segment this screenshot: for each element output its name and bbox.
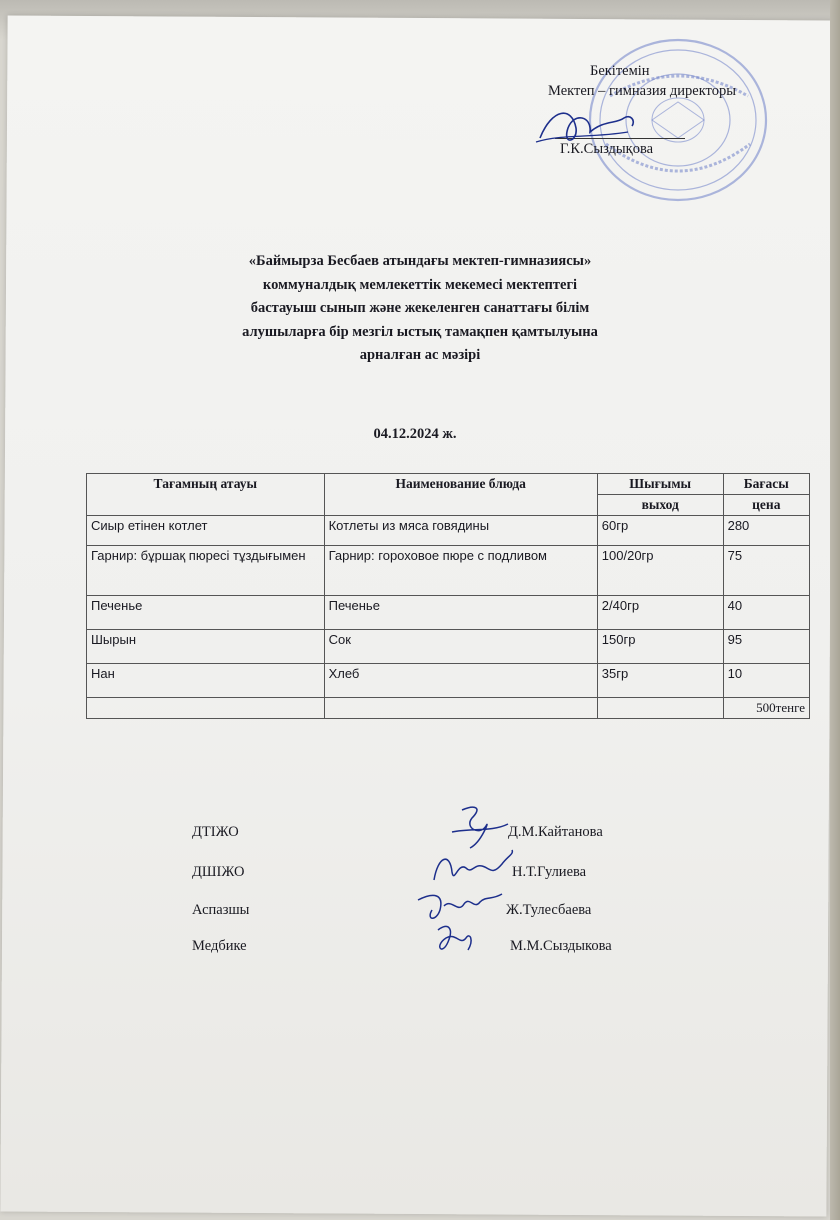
table-row [87, 516, 810, 546]
dish-yield: 60гр [597, 516, 723, 546]
header-price-ru: цена [723, 495, 809, 516]
signature-name: Н.Т.Гулиева [512, 864, 587, 880]
handwritten-signature [424, 916, 514, 966]
dish-yield: 35гр [597, 664, 723, 698]
signature-role: ДШІЖО [192, 864, 245, 880]
director-signature [532, 98, 642, 158]
title-line: бастауыш сынып және жекеленген санаттағы білім [250, 300, 590, 317]
table-row [87, 664, 810, 698]
signature-role: Медбике [192, 938, 247, 954]
approval-director-name: Г.К.Сыздықова [560, 141, 654, 157]
dish-yield: 2/40гр [597, 596, 723, 630]
header-price-kz: Бағасы [723, 474, 809, 495]
dish-price: 95 [723, 630, 809, 664]
dish-price: 75 [723, 546, 809, 596]
table-row [87, 630, 810, 664]
dish-name-ru: Сок [324, 630, 597, 664]
signature-row [192, 938, 652, 962]
title-line: алушыларға бір мезгіл ыстық тамақпен қамтылуына [242, 323, 598, 340]
document-title [160, 250, 680, 368]
signature-row [192, 824, 652, 848]
table-row [87, 546, 810, 596]
dish-name-ru: Котлеты из мяса говядины [324, 516, 597, 546]
dish-name-ru: Гарнир: гороховое пюре с подливом [324, 546, 597, 596]
dish-name-kz: Сиыр етінен котлет [87, 516, 325, 546]
dish-name-ru: Хлеб [324, 664, 597, 698]
menu-date: 04.12.2024 ж. [373, 426, 457, 442]
header-yield-ru: выход [597, 495, 723, 516]
signature-name: М.М.Сыздыкова [510, 938, 612, 954]
total-price: 500тенге [723, 698, 809, 719]
signature-role: ДТІЖО [192, 824, 239, 840]
table-header-row [87, 474, 810, 495]
signature-row [192, 902, 652, 926]
header-name-ru: Наименование блюда [324, 474, 597, 516]
dish-price: 10 [723, 664, 809, 698]
empty-cell [87, 698, 325, 719]
dish-name-kz: Шырын [87, 630, 325, 664]
dish-yield: 100/20гр [597, 546, 723, 596]
dish-name-kz: Гарнир: бұршақ пюресі тұздығымен [87, 546, 325, 596]
title-line: арналған ас мәзірі [359, 347, 481, 364]
dish-price: 40 [723, 596, 809, 630]
approval-position: Мектеп – гимназия директоры [548, 83, 736, 99]
menu-table [86, 473, 810, 719]
empty-cell [597, 698, 723, 719]
signature-name: Ж.Тулесбаева [506, 902, 592, 918]
signature-role: Аспазшы [192, 902, 250, 918]
dish-price: 280 [723, 516, 809, 546]
dish-yield: 150гр [597, 630, 723, 664]
header-name-kz: Тағамның атауы [87, 474, 325, 516]
table-row [87, 596, 810, 630]
empty-cell [324, 698, 597, 719]
background-edge [830, 0, 840, 1220]
dish-name-ru: Печенье [324, 596, 597, 630]
approval-heading: Бекітемін [590, 63, 650, 79]
header-yield-kz: Шығымы [597, 474, 723, 495]
table-total-row [87, 698, 810, 719]
dish-name-kz: Печенье [87, 596, 325, 630]
title-line: «Баймырза Бесбаев атындағы мектеп-гимназиясы» [248, 253, 592, 269]
title-line: коммуналдық мемлекеттік мекемесі мектептегі [262, 276, 578, 293]
signature-name: Д.М.Кайтанова [508, 824, 603, 840]
dish-name-kz: Нан [87, 664, 325, 698]
